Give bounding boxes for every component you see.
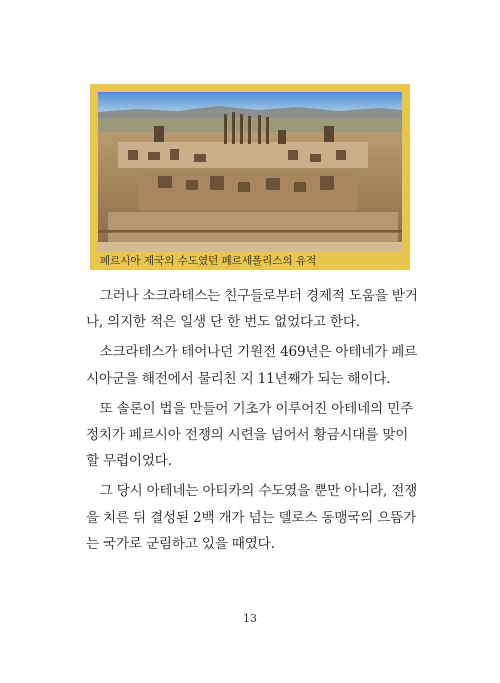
text-line: 그 당시 아테네는 아티카의 수도였을 뿐만 아니라, 전쟁 [99,483,418,500]
text-line: 정치가 페르시아 전쟁의 시련을 넘어서 황금시대를 맞이 [86,427,409,444]
text-line: 소크라테스가 테어나던 기원전 469년은 아테네가 페르 [99,344,418,361]
text-line: 할 무렵이었다. [86,453,172,470]
body-text [86,283,419,561]
figure-frame [90,84,410,270]
paragraph [86,339,419,391]
text-line: 또 솔론이 법을 만들어 기초가 이루어진 아테네의 민주 [99,400,413,417]
paragraph [86,396,419,475]
text-line: 나, 의지한 적은 일생 단 한 번도 없었다고 한다. [86,314,360,331]
paragraph [86,283,419,335]
figure-caption: 페르시아 제국의 수도였던 페르세폴리스의 유적 [100,255,317,267]
text-line: 시아군을 해전에서 물리친 지 11년째가 되는 해이다. [86,370,391,387]
text-line: 는 국가로 군림하고 있을 때였다. [86,535,275,552]
persepolis-ruins-photo [98,92,402,252]
text-line: 을 치른 뒤 결성된 2백 개가 넘는 델로스 동맹국의 으뜸가 [86,509,417,526]
text-line: 그러나 소크라테스는 친구들로부터 경제적 도움을 받거 [99,288,418,304]
page-number: 13 [243,612,257,625]
paragraph [86,478,419,557]
